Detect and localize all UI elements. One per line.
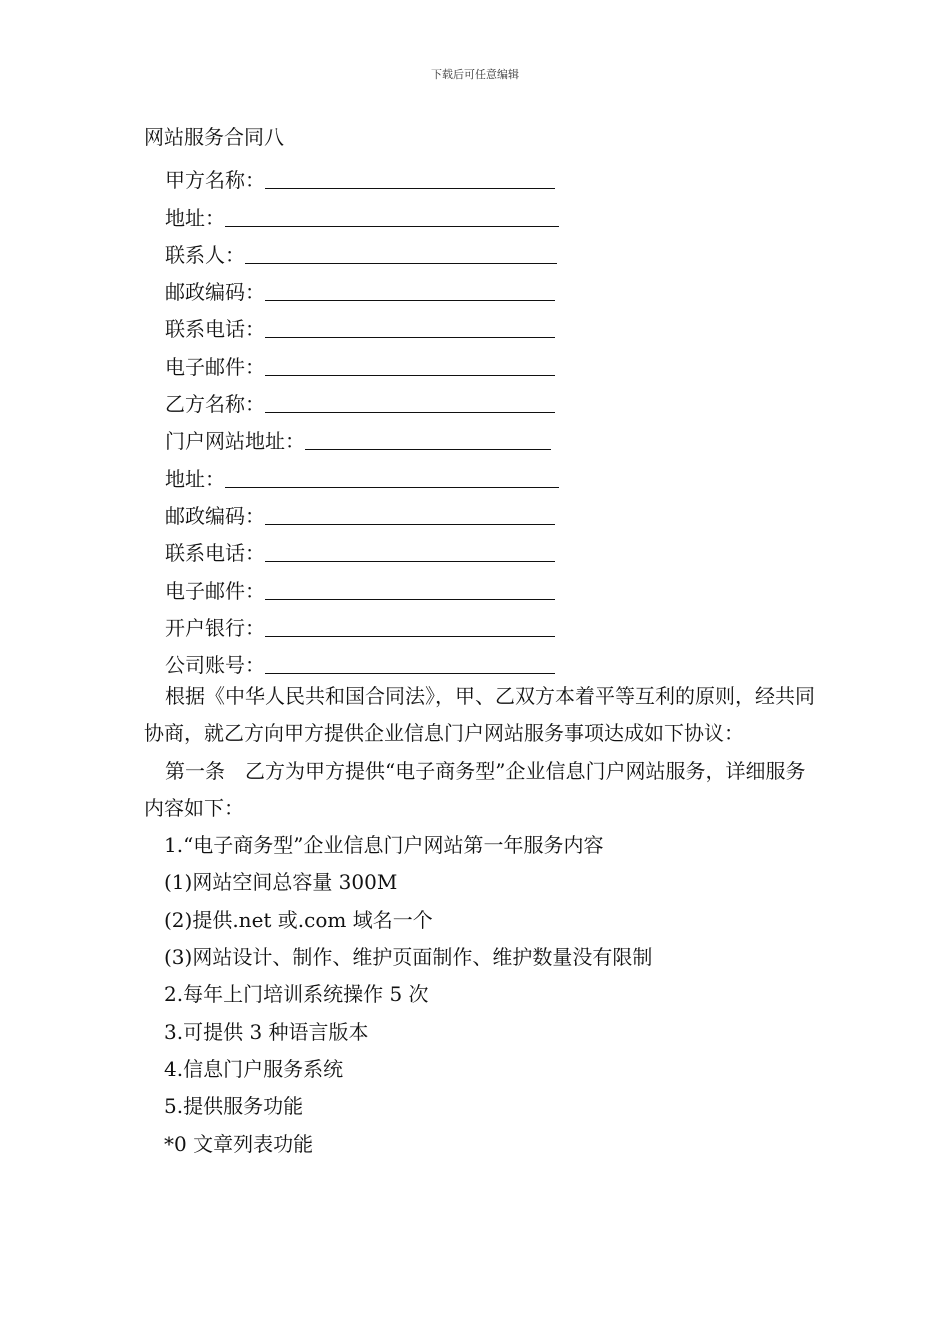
field-account-number xyxy=(165,641,575,678)
fill-in-blank[interactable] xyxy=(265,353,555,376)
field-label: 地址： xyxy=(165,205,225,230)
list-item: 2.每年上门培训系统操作 5 次 xyxy=(164,982,429,1007)
fill-in-blank[interactable] xyxy=(265,539,555,562)
list-item: 5.提供服务功能 xyxy=(164,1094,304,1119)
fill-in-blank[interactable] xyxy=(265,166,555,189)
field-label: 邮政编码： xyxy=(165,280,265,305)
list-item: *0 文章列表功能 xyxy=(164,1131,314,1156)
field-party-b-email xyxy=(165,566,575,603)
field-label: 联系人： xyxy=(165,242,245,267)
list-item: 4.信息门户服务系统 xyxy=(164,1056,344,1081)
party-info-fields xyxy=(165,156,575,678)
field-label: 公司账号： xyxy=(165,653,265,678)
contract-body xyxy=(144,678,824,1163)
field-label: 邮政编码： xyxy=(165,503,265,528)
field-label: 电子邮件： xyxy=(165,578,265,603)
field-portal-address xyxy=(165,417,575,454)
field-party-a-postcode xyxy=(165,268,575,305)
intro-paragraph: 根据《中华人民共和国合同法》，甲、乙双方本着平等互利的原则，经共同协商，就乙方向甲方提供企业信息门户网站服务事项达成如下协议： xyxy=(144,684,815,746)
field-party-b-postcode xyxy=(165,492,575,529)
field-label: 门户网站地址： xyxy=(165,429,305,454)
field-party-a-address xyxy=(165,193,575,230)
field-label: 地址： xyxy=(165,466,225,491)
fill-in-blank[interactable] xyxy=(265,502,555,525)
fill-in-blank[interactable] xyxy=(265,614,555,637)
list-item: (2)提供.net 或.com 域名一个 xyxy=(164,907,433,932)
field-bank xyxy=(165,604,575,641)
service-list xyxy=(144,827,824,1163)
field-label: 甲方名称： xyxy=(165,168,265,193)
document-title: 网站服务合同八 xyxy=(144,125,284,149)
field-label: 电子邮件： xyxy=(165,354,265,379)
field-party-a-name xyxy=(165,156,575,193)
header-note: 下载后可任意编辑 xyxy=(431,68,519,81)
field-party-b-phone xyxy=(165,529,575,566)
field-party-b-address xyxy=(165,454,575,491)
fill-in-blank[interactable] xyxy=(225,465,559,488)
field-label: 乙方名称： xyxy=(165,392,265,417)
article-one-paragraph: 第一条 乙方为甲方提供“电子商务型”企业信息门户网站服务，详细服务内容如下： xyxy=(144,758,806,820)
fill-in-blank[interactable] xyxy=(265,278,555,301)
field-party-a-email xyxy=(165,342,575,379)
field-label: 联系电话： xyxy=(165,541,265,566)
fill-in-blank[interactable] xyxy=(265,315,555,338)
list-item: (1)网站空间总容量 300M xyxy=(164,870,398,895)
field-party-a-phone xyxy=(165,305,575,342)
list-item: 1.“电子商务型”企业信息门户网站第一年服务内容 xyxy=(164,833,604,858)
fill-in-blank[interactable] xyxy=(265,577,555,600)
list-item: 3.可提供 3 种语言版本 xyxy=(164,1019,369,1044)
fill-in-blank[interactable] xyxy=(305,427,551,450)
list-item: (3)网站设计、制作、维护页面制作、维护数量没有限制 xyxy=(164,945,653,970)
fill-in-blank[interactable] xyxy=(245,241,557,264)
fill-in-blank[interactable] xyxy=(265,390,555,413)
fill-in-blank[interactable] xyxy=(225,204,559,227)
field-party-b-name xyxy=(165,380,575,417)
field-label: 联系电话： xyxy=(165,317,265,342)
field-party-a-contact xyxy=(165,231,575,268)
fill-in-blank[interactable] xyxy=(265,651,555,674)
field-label: 开户银行： xyxy=(165,615,265,640)
